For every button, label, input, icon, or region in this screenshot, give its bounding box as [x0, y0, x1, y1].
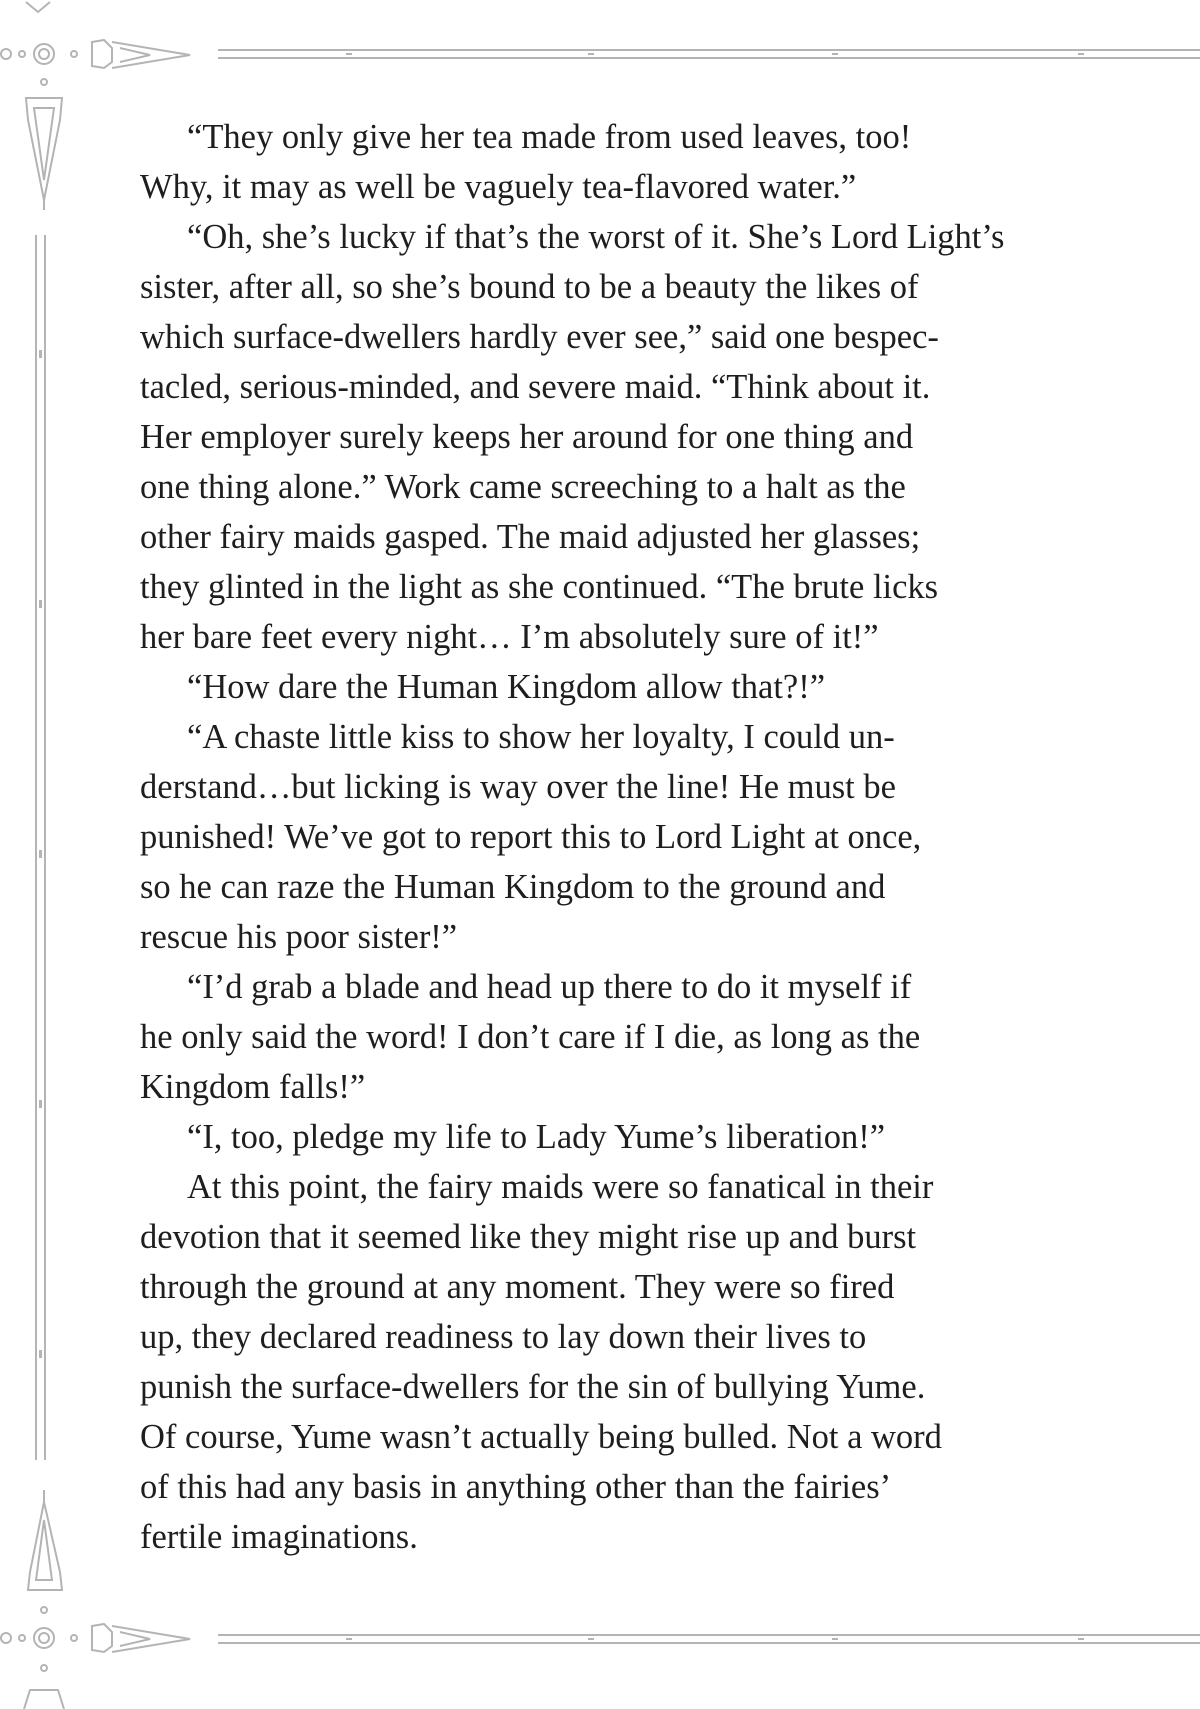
text-line: “A chaste little kiss to show her loyalty, I could un-	[187, 718, 895, 756]
text-line: Of course, Yume wasn’t actually being bulled. Not a word	[140, 1418, 942, 1456]
text-line: through the ground at any moment. They were so fired	[140, 1268, 895, 1306]
text-line: “I’d grab a blade and head up there to do it myself if	[187, 968, 912, 1006]
left-border-rule	[36, 235, 45, 1460]
text-line: punish the surface-dwellers for the sin of bullying Yume.	[140, 1368, 926, 1406]
text-line: rescue his poor sister!”	[140, 918, 458, 956]
text-line: one thing alone.” Work came screeching to a halt as the	[140, 468, 906, 506]
text-line: he only said the word! I don’t care if I die, as long as the	[140, 1018, 921, 1056]
text-line: “Oh, she’s lucky if that’s the worst of it. She’s Lord Light’s	[187, 218, 1005, 256]
text-line: her bare feet every night… I’m absolutely sure of it!”	[140, 618, 879, 656]
page-body-text	[140, 112, 1100, 1562]
text-line: so he can raze the Human Kingdom to the ground and	[140, 868, 886, 906]
text-line: Kingdom falls!”	[140, 1068, 366, 1106]
top-border-rule	[218, 50, 1200, 58]
text-line: which surface-dwellers hardly ever see,” said one bespec-	[140, 318, 939, 356]
bottom-border-rule	[218, 1635, 1200, 1643]
text-line: of this had any basis in anything other than the fairies’	[140, 1468, 892, 1506]
text-line: other fairy maids gasped. The maid adjusted her glasses;	[140, 518, 921, 556]
text-line: fertile imaginations.	[140, 1518, 418, 1556]
text-line: “How dare the Human Kingdom allow that?!”	[187, 668, 826, 706]
text-line: sister, after all, so she’s bound to be a beauty the likes of	[140, 268, 919, 306]
text-line: derstand…but licking is way over the line! He must be	[140, 768, 896, 806]
text-line: tacled, serious-minded, and severe maid. “Think about it.	[140, 368, 931, 406]
text-line: Why, it may as well be vaguely tea-flavored water.”	[140, 168, 857, 206]
text-line: punished! We’ve got to report this to Lord Light at once,	[140, 818, 922, 856]
text-line: devotion that it seemed like they might rise up and burst	[140, 1218, 917, 1256]
text-line: “They only give her tea made from used leaves, too!	[187, 118, 912, 156]
text-line: At this point, the fairy maids were so fanatical in their	[187, 1168, 934, 1206]
text-line: up, they declared readiness to lay down their lives to	[140, 1318, 867, 1356]
text-line: “I, too, pledge my life to Lady Yume’s liberation!”	[187, 1118, 886, 1156]
text-line: they glinted in the light as she continued. “The brute licks	[140, 568, 939, 606]
text-line: Her employer surely keeps her around for one thing and	[140, 418, 914, 456]
